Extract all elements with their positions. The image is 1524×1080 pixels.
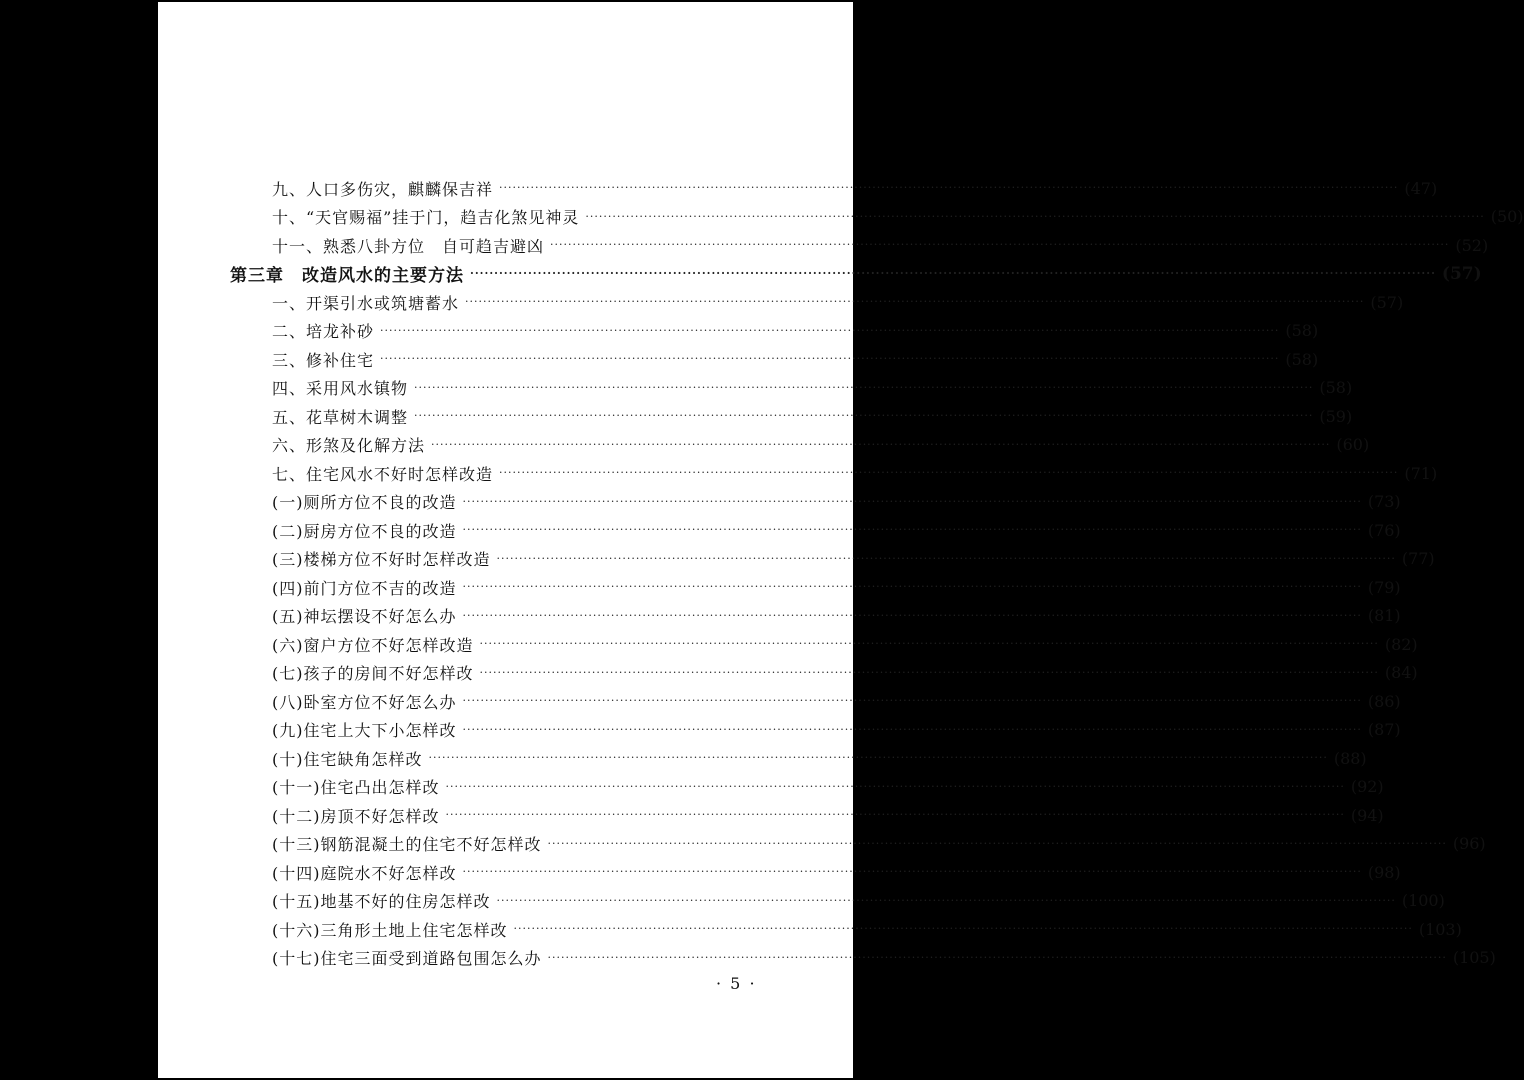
toc-entry-title: 十、“天官赐福”挂于门，趋吉化煞见神灵	[272, 208, 580, 227]
toc-leader-dots: ········································································································································································································	[462, 608, 1362, 622]
toc-entry-page: (58)	[1319, 378, 1353, 397]
toc-leader-dots: ········································································································································································································	[462, 722, 1362, 736]
toc-entry-page: (92)	[1350, 777, 1384, 796]
toc-leader-dots: ········································································································································································································	[462, 694, 1362, 707]
toc-entry-title: (九)住宅上大下小怎样改	[272, 721, 457, 740]
toc-entry-page: (73)	[1367, 492, 1401, 511]
toc-entry-page: (82)	[1384, 634, 1418, 654]
toc-entry	[158, 346, 1319, 372]
toc-leader-dots: ········································································································································································································	[380, 352, 1280, 365]
toc-entry-page: (71)	[1404, 463, 1438, 483]
toc-leader-dots: ········································································································································································································	[585, 209, 1485, 223]
toc-entry	[158, 289, 1404, 315]
toc-leader-dots: ········································································································································································································	[499, 181, 1399, 194]
toc-entry-page: (105)	[1452, 948, 1496, 967]
toc-entry	[158, 574, 1401, 600]
toc-entry	[158, 745, 1367, 771]
toc-entry-title: 三、修补住宅	[272, 350, 375, 370]
toc-entry	[158, 546, 1435, 572]
document-page	[158, 2, 1524, 1078]
toc-leader-dots: ········································································································································································································	[465, 295, 1365, 308]
toc-leader-dots: ········································································································································································································	[496, 893, 1396, 907]
toc-entry-title: (六)窗户方位不好怎样改造	[272, 635, 474, 655]
toc-entry-page: (94)	[1350, 805, 1384, 825]
toc-entry-title: (八)卧室方位不好怎么办	[272, 692, 457, 712]
toc-entry-page: (86)	[1367, 691, 1401, 711]
toc-entry	[158, 717, 1401, 743]
toc-entry-title: (十三)钢筋混凝土的住宅不好怎样改	[272, 835, 542, 854]
toc-leader-dots: ········································································································································································································	[445, 808, 1345, 821]
toc-entry	[158, 318, 1319, 344]
toc-entry-page: (76)	[1367, 520, 1401, 540]
toc-leader-dots: ········································································································································································································	[462, 523, 1362, 536]
toc-entry-title: (七)孩子的房间不好怎样改	[272, 664, 474, 683]
toc-entry-title: (十一)住宅凸出怎样改	[272, 778, 440, 797]
toc-entry-page: (47)	[1404, 178, 1438, 198]
toc-entry-page: (52)	[1455, 235, 1489, 255]
toc-leader-dots: ········································································································································································································	[479, 665, 1379, 679]
toc-entry	[158, 204, 1524, 230]
toc-entry-title: (十七)住宅三面受到道路包围怎么办	[272, 949, 542, 968]
toc-entry	[158, 802, 1384, 828]
toc-entry	[158, 916, 1462, 942]
toc-leader-dots: ········································································································································································································	[513, 922, 1413, 935]
toc-entry-title: 七、住宅风水不好时怎样改造	[272, 464, 494, 484]
toc-leader-dots: ········································································································································································································	[431, 437, 1331, 451]
toc-leader-dots: ········································································································································································································	[414, 409, 1314, 422]
toc-leader-dots: ········································································································································································································	[479, 637, 1379, 650]
toc-entry-title: (一)厕所方位不良的改造	[272, 493, 457, 512]
toc-entry-title: 十一、熟悉八卦方位 自可趋吉避凶	[272, 236, 545, 256]
toc-entry	[158, 859, 1401, 885]
toc-entry-title: 九、人口多伤灾，麒麟保吉祥	[272, 179, 494, 199]
toc-leader-dots: ········································································································································································································	[499, 466, 1399, 479]
toc-entry	[158, 403, 1353, 429]
toc-entry-title: (十五)地基不好的住房怎样改	[272, 892, 491, 911]
toc-entry-title: 第三章 改造风水的主要方法	[230, 266, 464, 286]
page-number: · 5 ·	[716, 974, 757, 993]
toc-entry	[158, 432, 1370, 458]
toc-entry	[158, 631, 1418, 657]
toc-entry	[158, 660, 1418, 686]
toc-entry-title: (十)住宅缺角怎样改	[272, 749, 423, 769]
toc-entry	[158, 945, 1496, 971]
toc-entry-page: (59)	[1319, 406, 1353, 426]
toc-entry-page: (98)	[1367, 862, 1401, 882]
toc-entry-page: (81)	[1367, 606, 1401, 625]
toc-entry	[158, 831, 1486, 857]
toc-leader-dots: ········································································································································································································	[496, 551, 1396, 565]
toc-leader-dots: ········································································································································································································	[462, 865, 1362, 878]
toc-leader-dots: ········································································································································································································	[428, 751, 1328, 764]
toc-entry-page: (88)	[1333, 748, 1367, 768]
toc-entry-title: 五、花草树木调整	[272, 407, 409, 427]
toc-entry-page: (96)	[1452, 834, 1486, 853]
toc-leader-dots: ········································································································································································································	[414, 380, 1314, 394]
toc-entry-page: (57)	[1441, 263, 1482, 284]
toc-entry-title: 一、开渠引水或筑塘蓄水	[272, 293, 460, 313]
toc-entry-page: (60)	[1336, 435, 1370, 454]
toc-entry-page: (84)	[1384, 663, 1418, 682]
toc-entry-title: 二、培龙补砂	[272, 322, 375, 341]
toc-entry-page: (58)	[1285, 349, 1319, 369]
toc-chapter-entry	[158, 261, 1482, 287]
toc-entry	[158, 175, 1438, 201]
toc-entry-page: (77)	[1401, 549, 1435, 568]
toc-entry-page: (50)	[1490, 207, 1524, 226]
toc-leader-dots: ········································································································································································································	[547, 836, 1447, 850]
toc-entry-title: (二)厨房方位不良的改造	[272, 521, 457, 541]
toc-entry-title: 六、形煞及化解方法	[272, 436, 426, 455]
toc-entry-page: (103)	[1418, 919, 1462, 939]
toc-entry-title: 四、采用风水镇物	[272, 379, 409, 398]
toc-entry	[158, 774, 1384, 800]
toc-entry-title: (五)神坛摆设不好怎么办	[272, 607, 457, 626]
toc-entry-page: (87)	[1367, 720, 1401, 739]
toc-entry-title: (四)前门方位不吉的改造	[272, 578, 457, 598]
toc-entry	[158, 688, 1401, 714]
toc-entry-title: (十二)房顶不好怎样改	[272, 806, 440, 826]
toc-entry-title: (十六)三角形土地上住宅怎样改	[272, 920, 508, 940]
toc-entry	[158, 517, 1401, 543]
toc-leader-dots: ········································································································································································································	[380, 323, 1280, 337]
toc-entry	[158, 232, 1489, 258]
toc-entry-page: (58)	[1285, 321, 1319, 340]
toc-leader-dots: ········································································································································································································	[445, 779, 1345, 793]
toc-leader-dots: ········································································································································································································	[462, 494, 1362, 508]
toc-entry	[158, 375, 1353, 401]
toc-entry	[158, 888, 1445, 914]
toc-entry	[158, 460, 1438, 486]
toc-entry-title: (十四)庭院水不好怎样改	[272, 863, 457, 883]
toc-leader-dots: ········································································································································································································	[470, 266, 1436, 280]
toc-entry-page: (100)	[1401, 891, 1445, 910]
toc-leader-dots: ········································································································································································································	[462, 580, 1362, 593]
toc-entry-page: (57)	[1370, 292, 1404, 312]
toc-entry	[158, 603, 1401, 629]
toc-leader-dots: ········································································································································································································	[550, 238, 1450, 251]
toc-entry-page: (79)	[1367, 577, 1401, 597]
toc-entry	[158, 489, 1401, 515]
toc-entry-title: (三)楼梯方位不好时怎样改造	[272, 550, 491, 569]
toc-leader-dots: ········································································································································································································	[547, 950, 1447, 964]
